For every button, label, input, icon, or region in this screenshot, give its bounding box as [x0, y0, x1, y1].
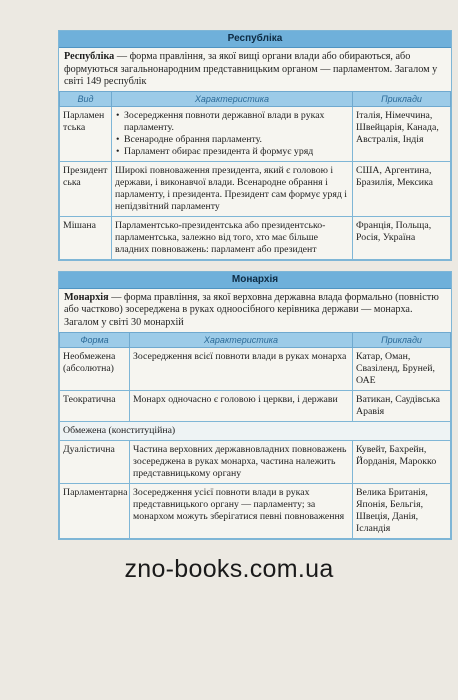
row-description: Парламентсько-президентська або президентсько-парламентська, залежно від того, хто має більше владних повноважень: парламент або президент	[112, 216, 353, 259]
table-row	[60, 216, 451, 259]
row-form: Необмежена (абсолютна)	[60, 347, 130, 390]
row-description: Широкі повноваження президента, який є головою і держави, і виконавчої влади. Всенародне обрання і парламенту, і президента. Президент сам формує уряд і непідзвітний парламенту	[112, 161, 353, 216]
row-examples: США, Аргентина, Бразилія, Мексика	[353, 161, 451, 216]
row-description: Зосередження усієї повноти влади в руках представницького органу — парламенту; за монархом можуть зберігатися певні повноваження	[130, 483, 353, 538]
header-examples: Приклади	[353, 91, 451, 106]
republic-definition-text: — форма правління, за якої вищі органи влади або обираються, або формуються загальнонародним представницьким органом — парламентом. Загалом у світі 149 республік	[64, 51, 438, 88]
header-features: Характеристика	[130, 332, 353, 347]
republic-table	[59, 91, 451, 260]
list-item: • Зосередження повноти державної влади в руках парламенту.	[115, 110, 349, 134]
row-form: Дуалістична	[60, 440, 130, 483]
monarchy-table-header	[60, 332, 451, 347]
page-content	[58, 30, 452, 540]
monarchy-table	[59, 332, 451, 539]
row-type: Президентська	[60, 161, 112, 216]
header-type: Вид	[60, 91, 112, 106]
section-label: Обмежена (конституційна)	[60, 421, 451, 440]
watermark-text: zno-books.com.ua	[124, 555, 334, 583]
row-examples: Велика Британія, Японія, Бельгія, Швеція, Данія, Ісландія	[353, 483, 451, 538]
row-description: Частина верховних державновладних повноважень зосереджена в руках монарха, частина належить представницькому органу	[130, 440, 353, 483]
header-features: Характеристика	[112, 91, 353, 106]
monarchy-banner: Монархія	[59, 272, 451, 289]
row-examples: Ватикан, Саудівська Аравія	[353, 390, 451, 421]
row-type: Мішана	[60, 216, 112, 259]
features-list	[115, 110, 349, 158]
table-row	[60, 347, 451, 390]
table-row	[60, 483, 451, 538]
row-examples: Катар, Оман, Свазіленд, Бруней, ОАЕ	[353, 347, 451, 390]
table-row	[60, 161, 451, 216]
republic-term: Республіка	[64, 51, 115, 62]
row-form: Парламентарна	[60, 483, 130, 538]
header-form: Форма	[60, 332, 130, 347]
table-section-row	[60, 421, 451, 440]
table-row	[60, 440, 451, 483]
row-form: Теократична	[60, 390, 130, 421]
republic-definition	[59, 48, 451, 91]
republic-banner: Республіка	[59, 31, 451, 48]
list-item: • Парламент обирає президента й формує уряд	[115, 146, 349, 158]
monarchy-section	[58, 271, 452, 540]
republic-table-header	[60, 91, 451, 106]
table-row	[60, 390, 451, 421]
row-features	[112, 106, 353, 161]
list-item: • Всенародне обрання парламенту.	[115, 134, 349, 146]
row-examples: Італія, Німеччина, Швейцарія, Канада, Австралія, Індія	[353, 106, 451, 161]
row-type: Парламентська	[60, 106, 112, 161]
row-examples: Франція, Польща, Росія, Україна	[353, 216, 451, 259]
republic-section	[58, 30, 452, 261]
row-examples: Кувейт, Бахрейн, Йорданія, Марокко	[353, 440, 451, 483]
table-row	[60, 106, 451, 161]
monarchy-definition-text: — форма правління, за якої верховна державна влада формально (повністю або частково) зосереджена в руках одноосібного керівника держави — монарха. Загалом у світі 30 монархій	[64, 291, 439, 328]
row-description: Монарх одночасно є головою і церкви, і держави	[130, 390, 353, 421]
row-description: Зосередження всієї повноти влади в руках монарха	[130, 347, 353, 390]
monarchy-term: Монархія	[64, 291, 109, 303]
header-examples: Приклади	[353, 332, 451, 347]
monarchy-definition	[59, 289, 451, 332]
